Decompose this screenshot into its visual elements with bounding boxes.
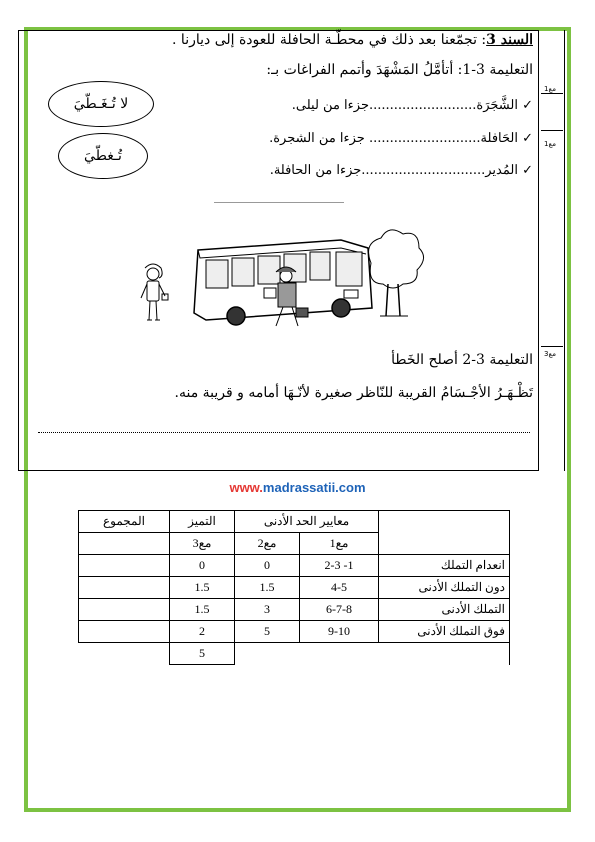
cell-c3: 1.5	[170, 599, 235, 621]
instruction-2: التعليمة 3-2 أصلح الخَطأ	[391, 352, 533, 368]
sanad-heading: السند 3	[486, 32, 533, 48]
cell-c2: 0	[235, 555, 300, 577]
watermark-site: madrassatii.com	[262, 480, 366, 495]
tree-drawing	[369, 230, 424, 316]
row-label: التملك الأدنى	[379, 599, 510, 621]
cell-total	[79, 555, 170, 577]
margin-mark-2: مع1	[544, 140, 556, 148]
answer-line	[38, 432, 530, 433]
instruction-1: التعليمة 3-1: أتأمَّلُ المَشْهَدَ وأتمم الفراغات بـ:	[266, 62, 533, 78]
cell-c2: 5	[235, 621, 300, 643]
margin-mark-1: مع1	[544, 85, 556, 93]
row-label: دون التملك الأدنى	[379, 577, 510, 599]
table-cell	[379, 533, 510, 555]
table-row	[79, 621, 510, 643]
separator	[214, 202, 344, 203]
watermark-prefix: www.	[229, 480, 263, 495]
header-c3: مع3	[170, 533, 235, 555]
table-row	[79, 555, 510, 577]
cell-c1: 6-7-8	[300, 599, 379, 621]
cell-total	[79, 577, 170, 599]
row-label: فوق التملك الأدنى	[379, 621, 510, 643]
margin-mark-line	[541, 130, 563, 131]
table-cell	[79, 533, 170, 555]
sanad-text: : تجمّعنا بعد ذلك في محطّـة الحافلة للعودة إلى ديارنا .	[172, 32, 487, 48]
cell-total	[79, 599, 170, 621]
header-total: المجموع	[79, 511, 170, 533]
header-c1: مع1	[300, 533, 379, 555]
site-watermark	[0, 480, 595, 495]
cell-total-c3: 5	[170, 643, 235, 665]
choice-oval-no-cover: لا تُـغَـطّيَ	[48, 81, 154, 127]
girl-drawing	[141, 264, 168, 320]
row-label: انعدام التملك	[379, 555, 510, 577]
cell-c2: 1.5	[235, 577, 300, 599]
table-row	[79, 511, 510, 533]
grading-table	[78, 510, 510, 665]
cell-total	[79, 621, 170, 643]
fill-item-bus: ✓ الحَافلة........................... جزءا من الشجرة.	[269, 131, 533, 146]
margin-mark-3: مع3	[544, 350, 556, 358]
header-min-criteria: معايير الحد الأدنى	[235, 511, 379, 533]
cell-c1: 4-5	[300, 577, 379, 599]
header-excellence: التميز	[170, 511, 235, 533]
margin-mark-line	[541, 346, 563, 347]
table-row	[79, 577, 510, 599]
cell-c3: 0	[170, 555, 235, 577]
cell-c3: 1.5	[170, 577, 235, 599]
table-cell	[300, 643, 379, 665]
cell-c3: 2	[170, 621, 235, 643]
header-c2: مع2	[235, 533, 300, 555]
table-row	[79, 643, 510, 665]
choice-oval-cover: تُـغطّيَ	[58, 133, 148, 179]
margin-mark-line	[541, 93, 563, 94]
table-row	[79, 599, 510, 621]
correction-sentence: تَظْـهَـرُ الأجْـسَامُ القريبة للنّاظر صغيرة لأنّـهَا أمامه و قريبة منه.	[174, 385, 533, 401]
table-cell	[79, 643, 170, 665]
table-cell	[235, 643, 300, 665]
table-row	[79, 533, 510, 555]
fill-item-principal: ✓ المُدير..............................جزءا من الحافلة.	[269, 163, 533, 178]
scene-illustration	[136, 228, 426, 343]
table-cell	[379, 511, 510, 533]
fill-item-tree: ✓ الشَّجَرَة..........................جزءا من ليلى.	[291, 98, 533, 113]
table-cell	[379, 643, 510, 665]
margin-column	[539, 30, 565, 471]
cell-c1: 9-10	[300, 621, 379, 643]
cell-c2: 3	[235, 599, 300, 621]
sanad-line	[172, 32, 533, 48]
cell-c1: 1- 2-3	[300, 555, 379, 577]
